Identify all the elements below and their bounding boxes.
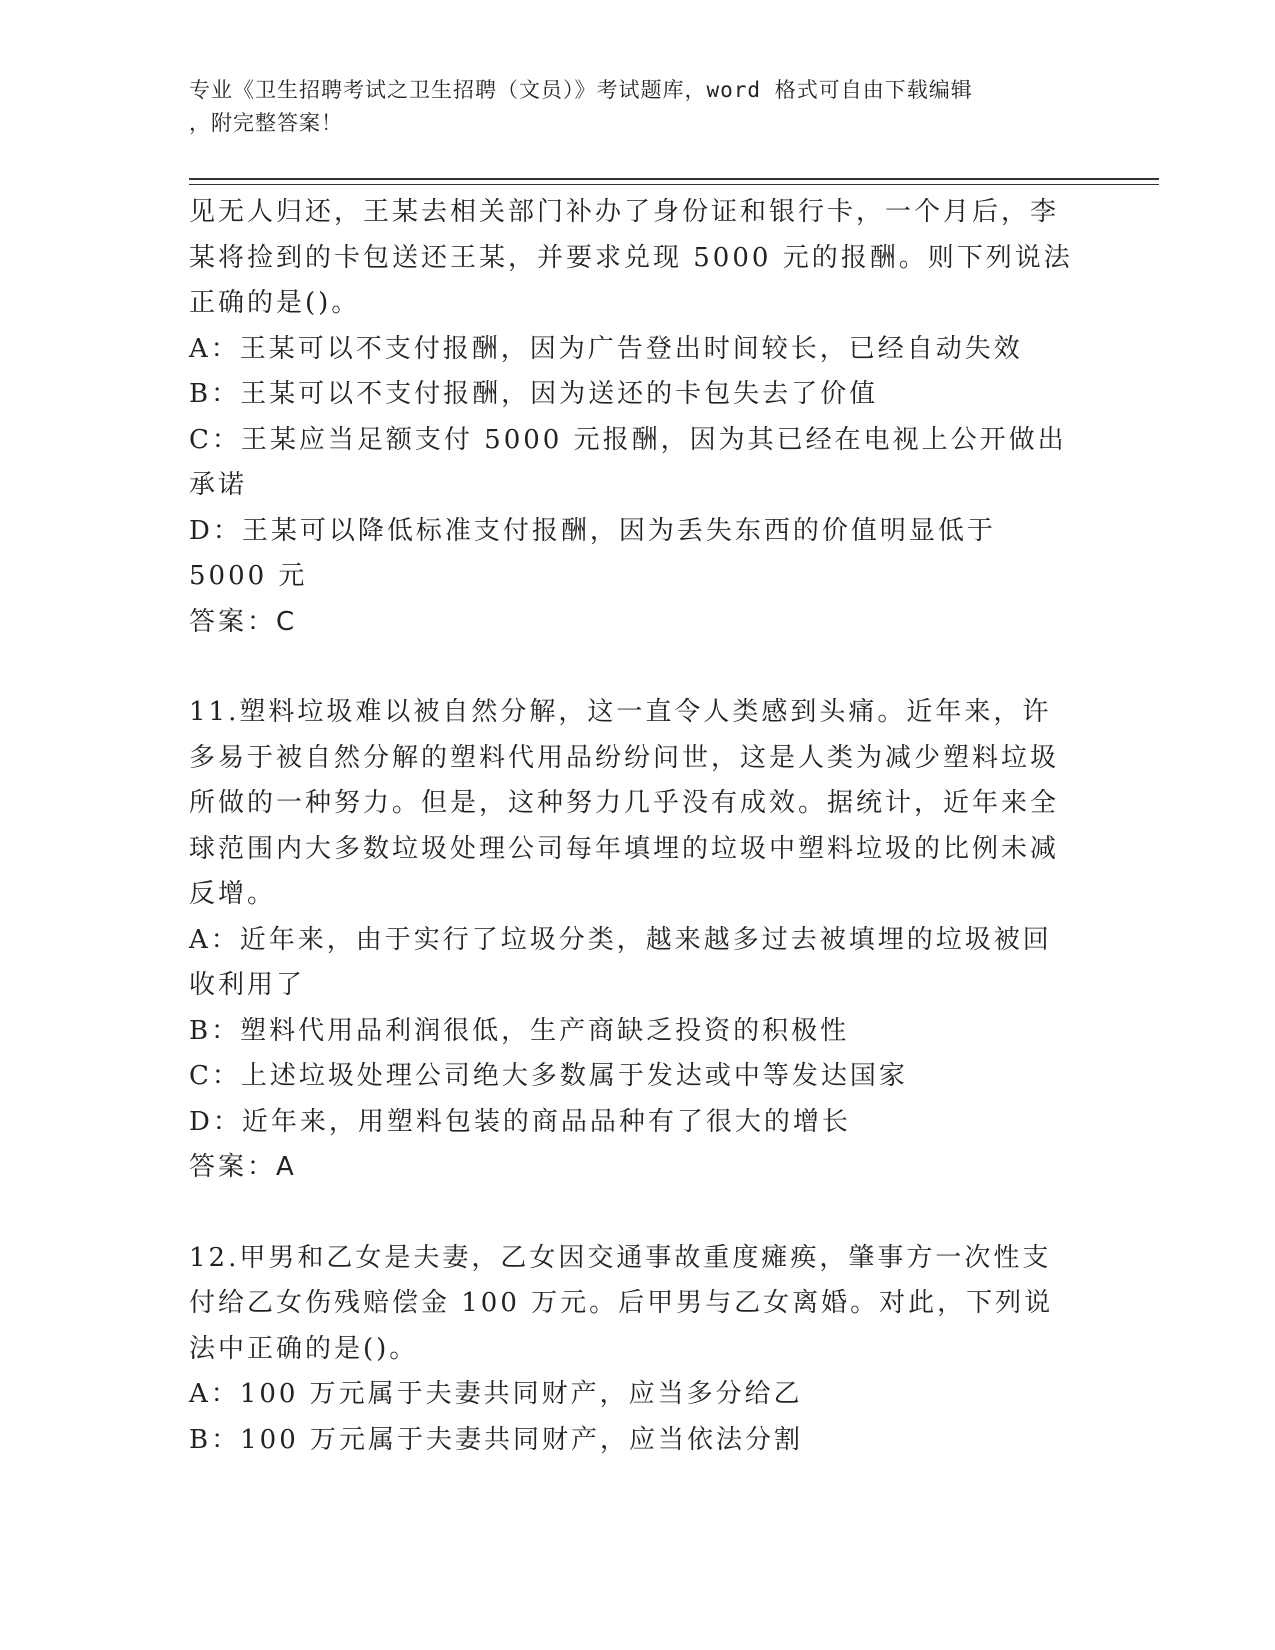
option-a: A：100 万元属于夫妻共同财产，应当多分给乙 <box>189 1379 803 1409</box>
option-d: D：近年来，用塑料包装的商品品种有了很大的增长 <box>189 1106 851 1137</box>
question-content <box>189 190 1074 1463</box>
header-line-2: ，附完整答案！ <box>189 111 343 135</box>
option-c: C：上述垃圾处理公司绝大多数属于发达或中等发达国家 <box>189 1061 908 1091</box>
answer-line: 答案：C <box>189 606 298 637</box>
question-12 <box>189 1236 1074 1464</box>
question-stem: 11.塑料垃圾难以被自然分解，这一直令人类感到头痛。近年来，许多易于被自然分解的塑料代用品纷纷问世，这是人类为减少塑料垃圾所做的一种努力。但是，这种努力几乎没有成效。据统计，近年来全球范围内大多数垃圾处理公司每年填埋的垃圾中塑料垃圾的比例未减反增。 <box>189 697 1060 909</box>
option-a: A：王某可以不支付报酬，因为广告登出时间较长，已经自动失效 <box>189 333 1023 364</box>
question-stem: 12.甲男和乙女是夫妻，乙女因交通事故重度瘫痪，肇事方一次性支付给乙女伤残赔偿金 100 万元。后甲男与乙女离婚。对此，下列说法中正确的是()。 <box>189 1242 1054 1364</box>
header-line-1: 专业《卫生招聘考试之卫生招聘（文员）》考试题库，word 格式可自由下载编辑 <box>189 78 973 102</box>
question-10 <box>189 190 1074 645</box>
question-11 <box>189 690 1074 1191</box>
option-c: C：王某应当足额支付 5000 元报酬，因为其已经在电视上公开做出承诺 <box>189 424 1067 500</box>
header-rule-thick <box>189 178 1159 180</box>
option-b: B：王某可以不支付报酬，因为送还的卡包失去了价值 <box>189 379 879 409</box>
answer-line: 答案：A <box>189 1152 297 1182</box>
option-b: B：100 万元属于夫妻共同财产，应当依法分割 <box>189 1424 803 1455</box>
option-d: D：王某可以降低标准支付报酬，因为丢失东西的价值明显低于 5000 元 <box>189 515 996 591</box>
page-header <box>189 74 1069 140</box>
option-b: B：塑料代用品利润很低，生产商缺乏投资的积极性 <box>189 1015 850 1046</box>
question-stem: 见无人归还，王某去相关部门补办了身份证和银行卡，一个月后，李某将捡到的卡包送还王某，并要求兑现 5000 元的报酬。则下列说法正确的是()。 <box>189 197 1073 318</box>
spacer <box>189 645 1074 690</box>
spacer <box>189 1191 1074 1236</box>
header-rule-thin <box>189 184 1159 185</box>
option-a: A：近年来，由于实行了垃圾分类，越来越多过去被填埋的垃圾被回收利用了 <box>189 924 1052 1000</box>
